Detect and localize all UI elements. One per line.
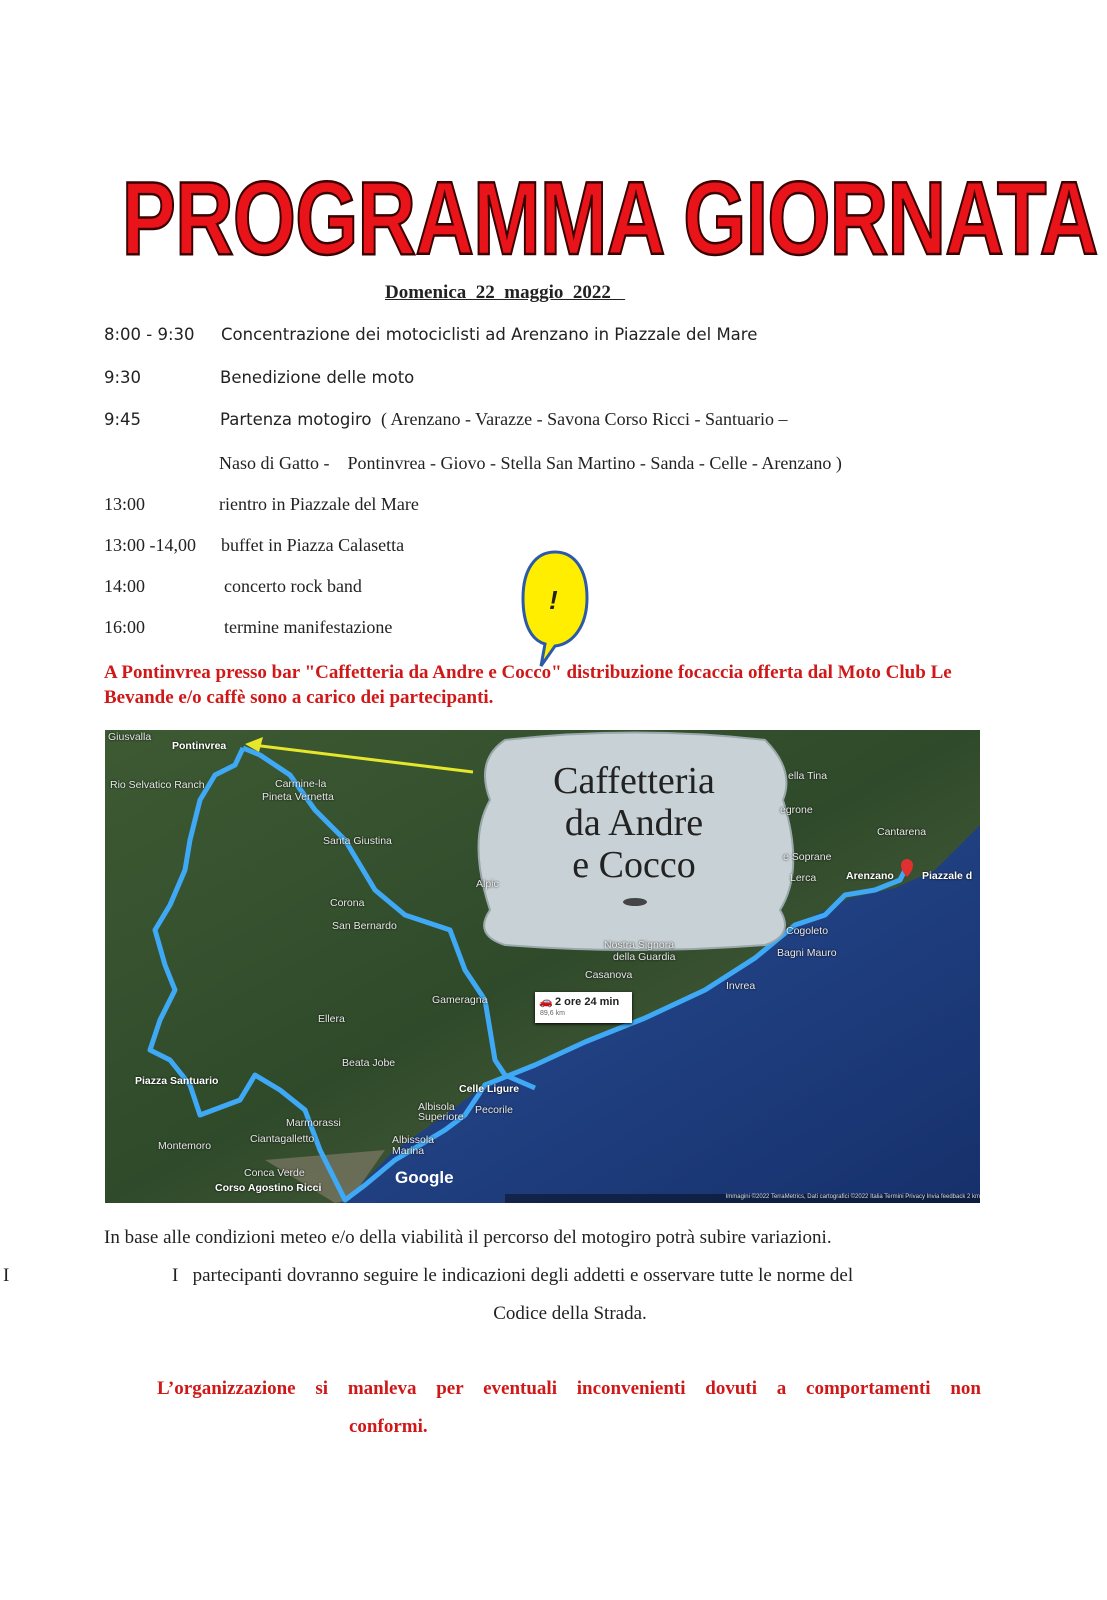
disclaimer: L’organizzazione si manleva per eventuali inconvenienti dovuti a comportamenti non (157, 1378, 981, 1399)
map-label: Cantarena (877, 826, 927, 838)
schedule-text: concerto rock band (224, 576, 362, 596)
disclaimer-cont: conformi. (349, 1416, 428, 1437)
map-label: Bagni Mauro (777, 947, 837, 959)
map-label: Lerca (790, 872, 817, 884)
map-label: Conca Verde (244, 1167, 305, 1179)
rules-note-cont: Codice della Strada. (493, 1303, 647, 1324)
sign-line: da Andre (564, 802, 704, 844)
map-label: ella Tina (788, 770, 828, 782)
map-label: Corona (330, 897, 365, 909)
schedule-route: Naso di Gatto - Pontinvrea - Giovo - Stella San Martino - Sanda - Celle - Arenzano ) (219, 453, 842, 473)
map-label: Ellera (318, 1013, 345, 1025)
route-distance: 89,6 km (540, 1010, 565, 1017)
schedule-text: rientro in Piazzale del Mare (219, 494, 419, 514)
map-label: e Soprane (783, 851, 832, 863)
map-label: Pecorile (475, 1104, 513, 1116)
map-label: Albissola Marina (392, 1134, 435, 1157)
map-label: Alpic (476, 878, 499, 890)
schedule-text: Benedizione delle moto (220, 368, 415, 387)
map-label: Gameragna (432, 994, 488, 1006)
schedule-time: 8:00 - 9:30 (104, 325, 195, 344)
schedule-text: buffet in Piazza Calasetta (221, 535, 405, 555)
schedule-time: 9:45 (104, 410, 142, 429)
route-map[interactable] (105, 730, 980, 1203)
map-label: Albisola Superiore (418, 1101, 464, 1123)
map-label: Carmine-la (275, 778, 327, 790)
map-label: Santa Giustina (323, 835, 392, 847)
map-label: egrone (780, 804, 813, 816)
map-label: Piazzale d (922, 870, 973, 882)
bubble-mark: ! (549, 585, 558, 615)
schedule-text: Partenza motogiro (220, 410, 372, 429)
map-attribution: Immagini ©2022 TerraMetrics, Dati cartografici ©2022 Italia Termini Privacy Invia feedback 2 km (505, 1194, 980, 1203)
schedule-time: 16:00 (104, 617, 146, 637)
map-label: Casanova (585, 969, 633, 981)
schedule-text: termine manifestazione (224, 617, 393, 637)
stray-mark: I (3, 1265, 10, 1286)
map-label: Cogoleto (786, 925, 829, 937)
schedule-time: 9:30 (104, 368, 142, 387)
map-label: Beata Jobe (342, 1057, 396, 1069)
schedule-text: Concentrazione dei motociclisti ad Arenzano in Piazzale del Mare (221, 325, 758, 344)
rules-note: I partecipanti dovranno seguire le indicazioni degli addetti e osservare tutte le norme del (172, 1265, 854, 1286)
sign-line: e Cocco (572, 844, 696, 886)
map-label: Pineta Vernetta (262, 791, 334, 803)
sign-line: Caffetteria (553, 760, 715, 802)
schedule-time: 14:00 (104, 576, 146, 596)
weather-note: In base alle condizioni meteo e/o della viabilità il percorso del motogiro potrà subire variazioni. (104, 1227, 832, 1248)
schedule-route: ( Arenzano - Varazze - Savona Corso Ricci - Santuario – (381, 409, 788, 429)
map-label: Nostra Signora (604, 939, 675, 951)
map-label: San Bernardo (332, 920, 397, 932)
car-icon: 🚗 (539, 996, 553, 1008)
map-label: Montemoro (158, 1140, 212, 1152)
map-label: Ciantagalletto (250, 1133, 315, 1145)
route-time: 2 ore 24 min (555, 996, 620, 1008)
map-label: Celle Ligure (459, 1083, 520, 1095)
schedule-time: 13:00 (104, 494, 146, 514)
event-date: Domenica 22 maggio 2022 (385, 282, 626, 303)
map-label: Corso Agostino Ricci (215, 1182, 322, 1194)
map-label: Rio Selvatico Ranch (110, 779, 205, 791)
page-title: PROGRAMMA GIORNATA (121, 161, 1098, 277)
pontinvrea-note: A Pontinvrea presso bar "Caffetteria da Andre e Cocco" distribuzione focaccia offerta dal Moto Club Le Bevande e/o caffè sono a carico dei partecipanti. (104, 662, 952, 708)
map-label: Arenzano (846, 870, 894, 882)
map-label: Pontinvrea (172, 740, 227, 752)
map-label: Marmorassi (286, 1117, 341, 1129)
google-logo: Google (395, 1168, 454, 1187)
schedule-time: 13:00 -14,00 (104, 535, 196, 555)
route-info-box[interactable] (535, 992, 632, 1023)
map-label: Invrea (726, 980, 756, 992)
map-label: Giusvalla (108, 731, 152, 743)
map-label: della Guardia (613, 951, 676, 963)
map-label: Piazza Santuario (135, 1075, 219, 1087)
